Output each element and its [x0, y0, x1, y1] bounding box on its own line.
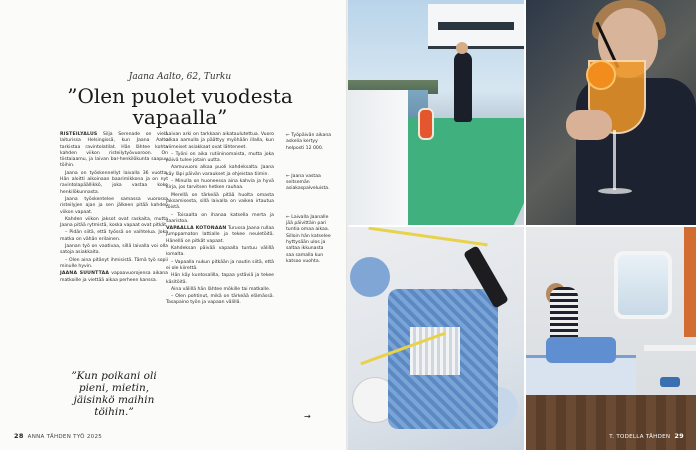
blanket	[546, 337, 616, 363]
paragraph	[60, 271, 168, 284]
caption: ← Laivalla Jaanalle jää päivittäin pari tuntia omaa aikaa. Silloin hän katselee hyttysään ulos ja saltaa ikkunasta saa samalla kun katsoo vuohta.	[286, 214, 331, 264]
paragraph: Jaanan työ on vaativaa, sillä laivalla voi olla satoja asiakkaita.	[60, 244, 168, 256]
paragraph: Jaana työskentelee samassa vuorossa risteilyjen ajan ja sen jälkeen pitää kahden viikon vapaat.	[60, 196, 168, 215]
paragraph	[60, 132, 168, 170]
paragraph: – Työni on aika rutiininomaista, mutta joka päivä tulee jotain uutta.	[166, 151, 274, 164]
paragraph: Kahden viikon jaksot ovat raskaita, mutta Jaana pitää rytmistä, koska vapaat ovat pitkät.	[60, 216, 168, 229]
paragraph	[166, 226, 274, 245]
byline: Jaana Aalto, 62, Turku	[128, 72, 232, 82]
paragraph: – Olen pohtinut, mikä on tärkeää elämässä. Tasapaino työn ja vapaan välillä.	[166, 294, 274, 306]
photo-captions	[286, 133, 332, 287]
paragraph: Laivan arki on tarkkaan aikataulutettua. Vuoro alkaa aamulla ja päättyy myöhään illalla, kun viimeiset asiakkaat ovat lähteneet.	[166, 132, 274, 150]
paragraph: – Vapaalla nukun pitkään ja nautin siitä, että ei ole kiirettä.	[166, 259, 274, 271]
glass-base	[598, 188, 632, 194]
hand	[566, 110, 612, 140]
glass-stem	[613, 130, 616, 190]
pull-quote: ”Kun poikani oli pieni, mietin, jäisinkö maihin töihin.”	[71, 370, 157, 418]
porthole-window	[614, 251, 672, 319]
folio-left	[14, 432, 102, 440]
paragraph: – Olen aina pitänyt ihmisistä. Tämä työ sopii minulle hyvin.	[60, 257, 168, 269]
yarn-ball	[350, 257, 390, 297]
woman-head	[456, 42, 468, 54]
paragraph: Kahdeksan päivää vapaalla tuntuu välillä lomalta.	[166, 246, 274, 258]
caption: ← Työpäivän aikana askelia kertyy helposti 12 000.	[286, 133, 332, 151]
caption: ← Jaana vastaa seitsemän asiakaspalveluista.	[286, 173, 330, 192]
orange-slice	[586, 60, 616, 90]
paragraph: Jaana on työskennellyt laivalla 36 vuotta. Hän aloitti aikoinaan baarimikkona ja on nyt ravintolapäällikkö, joka vastaa koko henkilökunnasta.	[60, 170, 168, 195]
paragraph-text: Turussa Jaana rullaa jumppamaton lattialle ja tekee neuletöitä. Hänellä on pitkät vapaat.	[166, 226, 274, 244]
magazine-name: ANNA TÄHDEN TYÖ 2025	[27, 434, 103, 440]
page-number-right: 29	[674, 432, 684, 440]
photo-knitting	[348, 227, 524, 450]
paragraph: Aamuvuoro alkaa puoli kahdeksalta. Jaana käy läpi päivän varaukset ja ohjeistaa tiimin.	[166, 165, 274, 177]
paragraph: – Minulla on huoneessa aina kahvia ja hyvä kirja, jos tarvitsen hetken rauhaa.	[166, 179, 274, 191]
magazine-name-right: T. TODELLA TÄHDEN	[609, 434, 671, 440]
photo-cocktail	[526, 0, 696, 225]
stool	[660, 377, 680, 387]
lifebuoy-icon	[418, 108, 434, 140]
continue-arrow-icon: →	[304, 412, 311, 421]
body-column-1	[60, 132, 168, 285]
paragraph: Hän käy kuntosalilla, tapaa ystäviä ja tekee käsitöitä.	[166, 273, 274, 285]
run-in-heading: JAANA SUUNTTAA	[60, 271, 110, 277]
bridge-windows	[438, 22, 514, 30]
run-in-heading: VAPAALLA KOTONAAN	[166, 226, 227, 232]
paragraph: Merellä on tärkeää pitää huolta omasta jaksamisesta, sillä laivalla on vaikea irtautua töistä.	[166, 192, 274, 211]
folio-right	[609, 432, 684, 440]
page-number-left: 28	[14, 432, 24, 440]
ship-rail	[348, 90, 408, 225]
body-column-2	[166, 132, 274, 308]
curtain	[684, 227, 696, 337]
desk	[644, 345, 696, 351]
measuring-tape	[368, 227, 487, 246]
paragraph: – Toisaalta on ihanaa katsella merta ja saaristoa.	[166, 212, 274, 224]
woman-walking	[454, 52, 472, 122]
run-in-heading: RISTEILYALUS	[60, 132, 98, 137]
paragraph: – Pidän siitä, että työssä on vaihtelua. Joka matka on vähän erilainen.	[60, 230, 168, 242]
paragraph: Aina välillä hän lähtee mökille tai matkalle.	[171, 286, 271, 292]
headline: ”Olen puolet vuodesta vapaalla”	[67, 84, 293, 129]
photo-deck	[348, 0, 524, 225]
floor	[526, 395, 696, 450]
paragraph-text: vapaavuorojensa aikana matkoille ja viettää aikaa perheen kanssa.	[60, 271, 168, 283]
photo-cabin	[526, 227, 696, 450]
paragraph-text: Silja Serenade on vielä laiturissa Helsingissä, kun Jaana Aalto tarkistaa ravintolatilat. Hän lähtee kohta kahden viikon risteilytyövuoroon. On tiistaiaamu, ja laivan bar-henkilökunta saapuu töihin.	[60, 132, 168, 169]
